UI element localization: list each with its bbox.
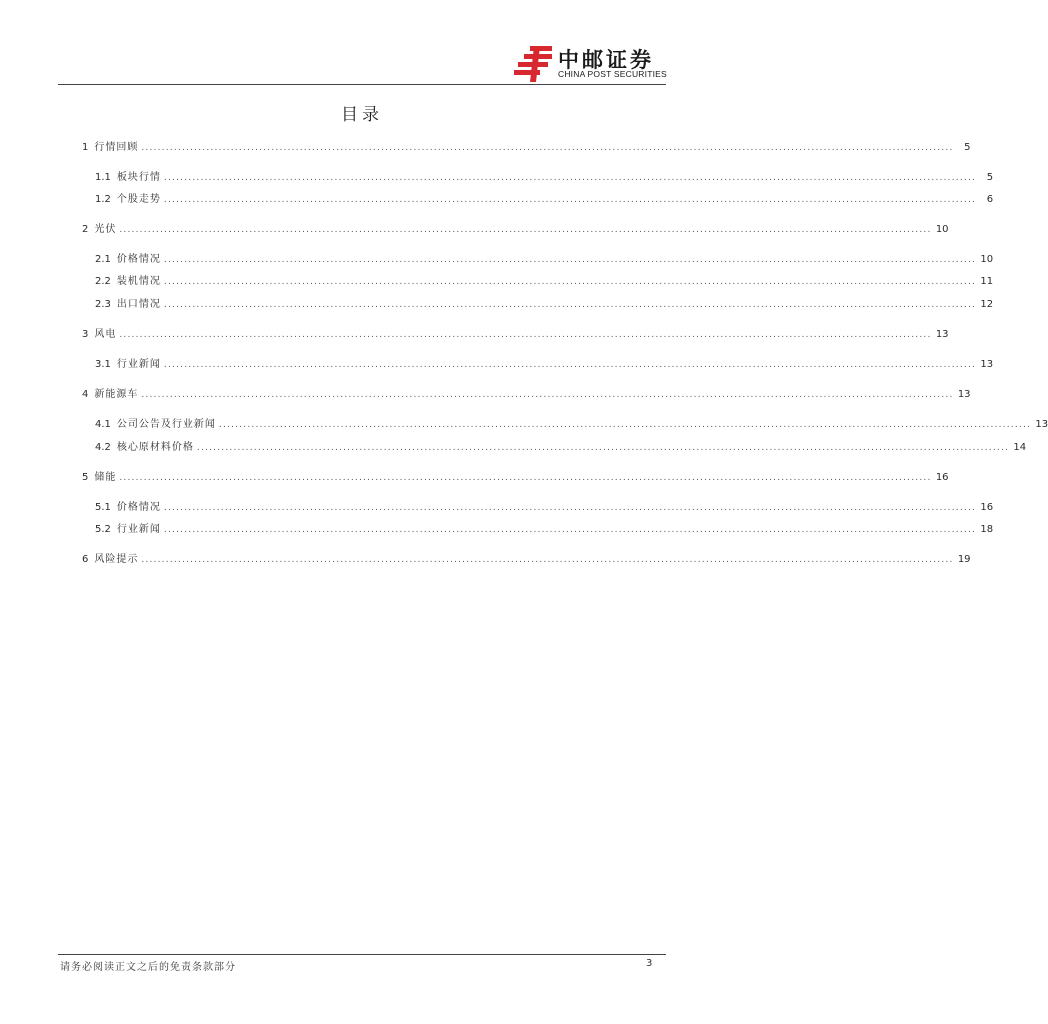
toc-entry-page: 11: [980, 276, 994, 287]
toc-entry-page: 10: [935, 224, 949, 235]
toc-entry-label: 装机情况: [116, 276, 161, 287]
company-name-en: CHINA POST SECURITIES: [558, 69, 667, 79]
toc-leader-dots: ........................................................................................................................................................................................................: [196, 443, 1010, 453]
toc-entry-number: 5: [82, 472, 89, 483]
toc-entry-label: 个股走势: [116, 194, 161, 205]
toc-entry-label: 风险提示: [94, 554, 139, 565]
toc-entry-label: 风电: [94, 329, 117, 340]
toc-entry-page: 16: [935, 472, 949, 483]
toc-entry[interactable]: [82, 388, 971, 402]
toc-leader-dots: ........................................................................................................................................................................................................: [119, 330, 932, 340]
toc-leader-dots: ........................................................................................................................................................................................................: [141, 143, 954, 153]
toc-entry-page: 13: [980, 359, 994, 370]
toc-entry-number: 4.1: [95, 419, 111, 430]
footer-divider: [58, 954, 666, 955]
toc-entry-page: 5: [964, 142, 971, 153]
toc-entry[interactable]: [95, 501, 994, 515]
toc-entry-label: 出口情况: [116, 299, 161, 310]
toc-entry-page: 5: [986, 172, 994, 183]
toc-entry[interactable]: [82, 223, 949, 237]
toc-leader-dots: ........................................................................................................................................................................................................: [119, 225, 932, 235]
toc-entry-label: 价格情况: [116, 502, 161, 513]
toc-entry[interactable]: [82, 553, 971, 567]
toc-entry-label: 新能源车: [94, 389, 139, 400]
toc-entry-page: 6: [986, 194, 994, 205]
footer-page-number: 3: [646, 958, 653, 969]
toc-entry[interactable]: [95, 275, 994, 289]
toc-leader-dots: ........................................................................................................................................................................................................: [163, 300, 977, 310]
toc-entry-number: 4: [82, 389, 89, 400]
toc-entry[interactable]: [95, 253, 994, 267]
toc-leader-dots: ........................................................................................................................................................................................................: [141, 555, 954, 565]
toc-entry-number: 2.1: [95, 254, 111, 265]
toc-leader-dots: ........................................................................................................................................................................................................: [218, 420, 1032, 430]
toc-entry-number: 4.2: [95, 442, 111, 453]
toc-leader-dots: ........................................................................................................................................................................................................: [163, 277, 977, 287]
toc-leader-dots: ........................................................................................................................................................................................................: [141, 390, 954, 400]
toc-entry-page: 13: [1035, 419, 1048, 430]
toc-entry[interactable]: [95, 171, 994, 185]
toc-entry-page: 16: [980, 502, 994, 513]
toc-entry-page: 14: [1013, 442, 1027, 453]
toc-entry-label: 行情回顾: [94, 142, 139, 153]
toc-leader-dots: ........................................................................................................................................................................................................: [163, 173, 977, 183]
toc-entry-label: 板块行情: [116, 172, 161, 183]
toc-leader-dots: ........................................................................................................................................................................................................: [163, 525, 977, 535]
toc-entry-number: 1.2: [95, 194, 111, 205]
toc-entry-number: 1: [82, 142, 89, 153]
toc-entry[interactable]: [95, 298, 994, 312]
toc-entry-label: 公司公告及行业新闻: [116, 419, 216, 430]
toc-entry-page: 19: [957, 554, 971, 565]
toc-entry[interactable]: [95, 523, 994, 537]
toc-entry[interactable]: [82, 328, 949, 342]
toc-entry-number: 2.3: [95, 299, 111, 310]
toc-leader-dots: ........................................................................................................................................................................................................: [163, 255, 977, 265]
toc-entry-number: 2.2: [95, 276, 111, 287]
toc-leader-dots: ........................................................................................................................................................................................................: [163, 195, 977, 205]
toc-entry-page: 13: [957, 389, 971, 400]
toc-entry-page: 12: [980, 299, 994, 310]
toc-entry[interactable]: [82, 471, 949, 485]
toc-leader-dots: ........................................................................................................................................................................................................: [163, 360, 977, 370]
toc-entry-number: 3: [82, 329, 89, 340]
footer-disclaimer: 请务必阅读正文之后的免责条款部分: [60, 962, 236, 973]
toc-entry[interactable]: [95, 358, 994, 372]
toc-entry[interactable]: [95, 441, 1027, 455]
company-logo: [514, 44, 670, 82]
toc-leader-dots: ........................................................................................................................................................................................................: [119, 473, 932, 483]
toc-entry-number: 3.1: [95, 359, 111, 370]
toc-entry-label: 光伏: [94, 224, 117, 235]
toc-entry-page: 13: [935, 329, 949, 340]
toc-entry-label: 核心原材料价格: [116, 442, 194, 453]
toc-entry-number: 1.1: [95, 172, 111, 183]
toc-entry-label: 行业新闻: [116, 359, 161, 370]
toc-entry-page: 18: [980, 524, 994, 535]
toc-entry[interactable]: [95, 193, 994, 207]
toc-entry-page: 10: [980, 254, 994, 265]
toc-title: 目录: [341, 105, 383, 125]
toc-entry-label: 储能: [94, 472, 117, 483]
toc-entry-label: 价格情况: [116, 254, 161, 265]
toc-entry-number: 6: [82, 554, 89, 565]
toc-entry[interactable]: [95, 418, 1048, 432]
header-divider: [58, 84, 666, 85]
china-post-logo-icon: [514, 44, 554, 82]
toc-entry-label: 行业新闻: [116, 524, 161, 535]
toc-entry-number: 2: [82, 224, 89, 235]
toc-entry-number: 5.2: [95, 524, 111, 535]
company-name-cn: 中邮证券: [558, 48, 654, 72]
toc-entry[interactable]: [82, 141, 971, 155]
toc-entry-number: 5.1: [95, 502, 111, 513]
toc-leader-dots: ........................................................................................................................................................................................................: [163, 503, 977, 513]
